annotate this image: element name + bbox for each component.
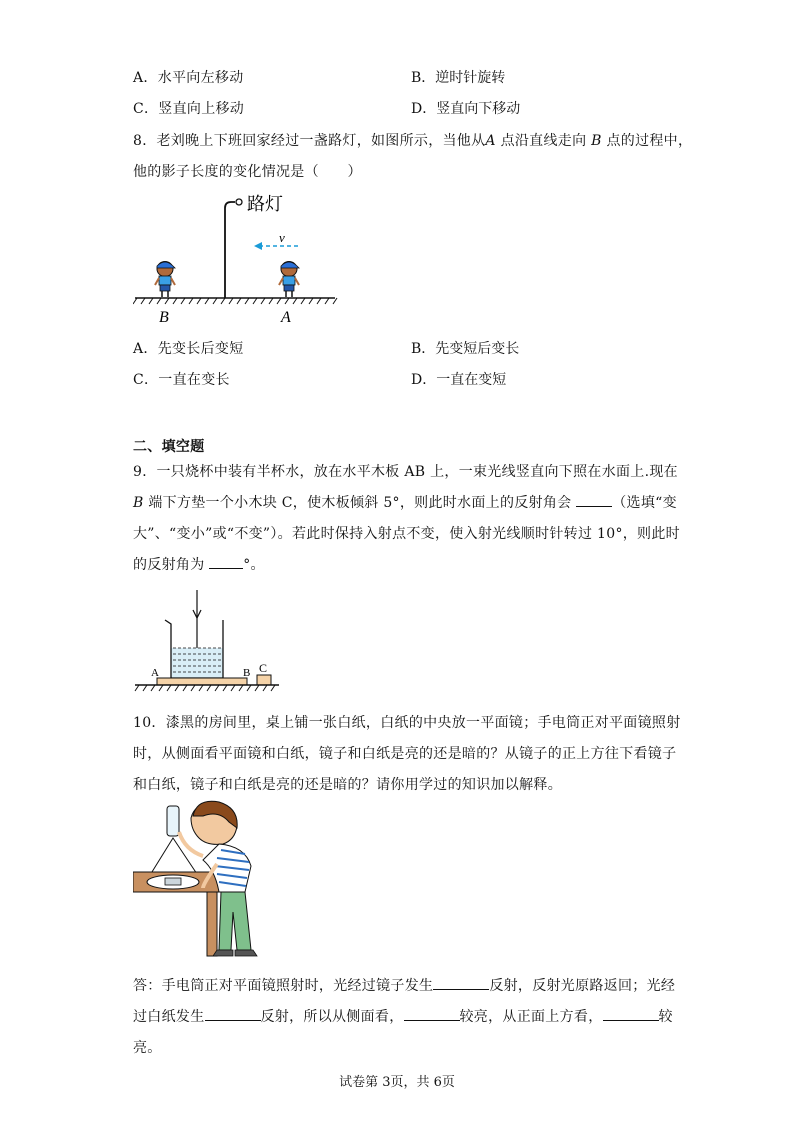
q8-text: 点沿直线走向 <box>495 133 592 149</box>
answer-blank[interactable] <box>576 494 612 507</box>
q10-stem-line1: 10．漆黑的房间里，桌上铺一张白纸，白纸的中央放一平面镜；手电筒正对平面镜照射 <box>133 715 681 731</box>
answer-text: 较亮，从正面上方看， <box>459 1009 603 1025</box>
answer-line1 <box>133 975 675 995</box>
option-c[interactable]: C．竖直向上移动 <box>133 101 245 117</box>
q9-stem-line3: 大”、“变小”或“不变”）。若此时保持入射点不变，使入射光线顺时针转过 10°，则此时 <box>133 526 680 542</box>
water <box>171 648 223 678</box>
ground-hatching <box>135 685 275 691</box>
answer-text: 反射，反射光原路返回；光经 <box>489 978 676 994</box>
answer-text: 答：手电筒正对平面镜照射时，光经过镜子发生 <box>133 978 434 994</box>
person-at-a-icon <box>279 262 299 298</box>
mirror <box>165 878 181 885</box>
option-a[interactable]: A．水平向左移动 <box>133 70 244 86</box>
page-footer: 试卷第 3页，共 6页 <box>339 1075 455 1090</box>
answer-line2 <box>133 1006 673 1026</box>
answer-text: 反射，所以从侧面看， <box>260 1009 404 1025</box>
label-b: B <box>159 309 169 326</box>
answer-blank[interactable] <box>433 977 489 990</box>
velocity-arrow-icon <box>254 242 262 250</box>
q8-text: 8．老刘晚上下班回家经过一盏路灯，如图所示，当他从 <box>133 133 486 149</box>
label-b: B <box>243 667 251 679</box>
option-b[interactable]: B．逆时针旋转 <box>411 70 506 86</box>
wooden-board <box>157 678 247 685</box>
q8-point-b: B <box>591 133 602 149</box>
option-d[interactable]: D．一直在变短 <box>411 372 507 388</box>
lamp-icon <box>236 199 242 205</box>
label-a: A <box>151 667 159 679</box>
label-a: A <box>281 309 291 326</box>
q9-text: 端下方垫一个小木块 C，使木板倾斜 5°，则此时水面上的反射角会 <box>143 495 577 511</box>
q9-point-b: B <box>133 495 144 511</box>
wooden-block-c <box>257 675 271 685</box>
q9-stem-line2 <box>133 492 677 512</box>
lamp-label: 路灯 <box>247 194 283 214</box>
answer-text: 较 <box>658 1009 673 1025</box>
q9-text: 的反射角为 <box>133 557 210 573</box>
lamp-post <box>225 202 235 298</box>
q9-text: °。 <box>243 557 265 573</box>
person-at-b-icon <box>155 262 175 298</box>
answer-blank[interactable] <box>205 1008 261 1021</box>
answer-text: 过白纸发生 <box>133 1009 205 1025</box>
section-title: 二、填空题 <box>133 439 205 455</box>
q8-point-a: A <box>485 133 496 149</box>
answer-blank[interactable] <box>404 1008 460 1021</box>
option-d[interactable]: D．竖直向下移动 <box>411 101 521 117</box>
table-leg <box>207 892 217 956</box>
label-c: C <box>259 661 268 675</box>
flashlight-figure <box>133 800 273 960</box>
ground-hatching <box>133 298 337 304</box>
q8-stem-line2: 他的影子长度的变化情况是（ ） <box>133 164 362 180</box>
q10-stem-line2: 时，从侧面看平面镜和白纸，镜子和白纸是亮的还是暗的？从镜子的正上方往下看镜子 <box>133 746 677 762</box>
q10-stem-line3: 和白纸，镜子和白纸是亮的还是暗的？请你用学过的知识加以解释。 <box>133 777 562 793</box>
beaker-figure <box>133 588 283 696</box>
answer-blank[interactable] <box>209 556 243 569</box>
streetlamp-figure <box>133 190 343 330</box>
q9-text: （选填“变 <box>612 495 677 511</box>
velocity-label: v <box>279 230 285 245</box>
flashlight-icon <box>167 806 179 836</box>
q9-stem-line1: 9．一只烧杯中装有半杯水，放在水平木板 AB 上，一束光线竖直向下照在水面上.现在 <box>133 464 678 480</box>
q9-stem-line4 <box>133 554 265 574</box>
q8-stem-line1 <box>133 130 692 150</box>
answer-line3: 亮。 <box>133 1040 162 1056</box>
answer-blank[interactable] <box>603 1008 659 1021</box>
option-b[interactable]: B．先变短后变长 <box>411 341 520 357</box>
option-a[interactable]: A．先变长后变短 <box>133 341 244 357</box>
q8-text: 点的过程中， <box>601 133 693 149</box>
option-c[interactable]: C．一直在变长 <box>133 372 230 388</box>
